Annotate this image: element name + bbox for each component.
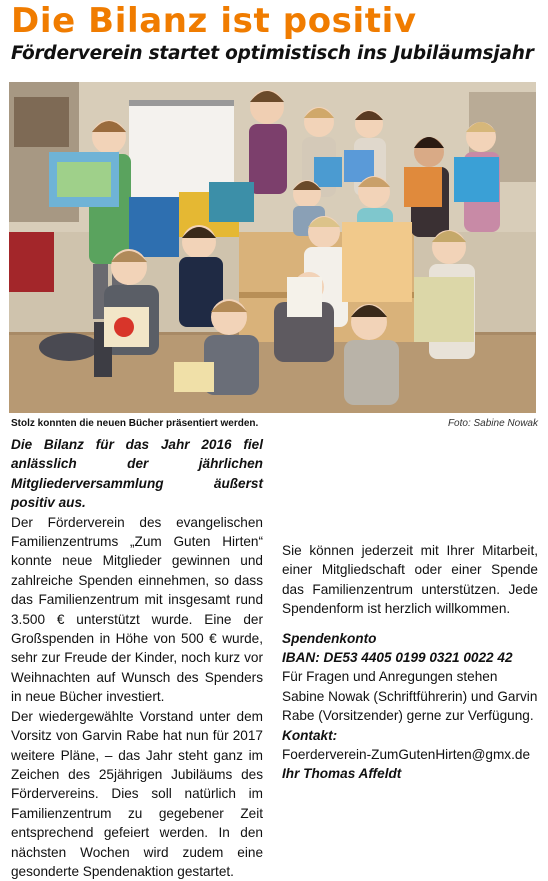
contact-text: Für Fragen und Anregungen stehen Sabine Nowak (Schriftführerin) und Garvin Rabe (Vorsitzender) gerne zur Verfügung. [282, 669, 538, 724]
paragraph-2: Der wiedergewählte Vorstand unter dem Vorsitz von Garvin Rabe hat nun für 2017 weitere Pläne, – das Jahr steht ganz im Zeichen des 25jährigen Jubiläums des Fördervereins. Dies soll natürlich im Familienzentrum zu gegebener Zeit entsprechend gefeiert werden. In den nächsten Wochen wird zudem eine gesonderte Spendenaktion gestartet. [11, 708, 263, 879]
lead-paragraph: Die Bilanz für das Jahr 2016 fiel anlässlich der jährlichen Mitgliederversammlung äußerst positiv aus. [11, 437, 263, 511]
subheadline: Förderverein startet optimistisch ins Jubiläumsjahr [11, 43, 534, 64]
photo-credit: Foto: Sabine Nowak [447, 418, 538, 429]
photo-caption: Stolz konnten die neuen Bücher präsentiert werden. [11, 418, 259, 429]
spendenkonto-label: Spendenkonto [282, 630, 377, 646]
kontakt-label: Kontakt: [282, 727, 338, 743]
group-photo [9, 82, 536, 413]
photo-caption-row [11, 417, 538, 431]
paragraph-1: Der Förderverein des evangelischen Familienzentrums „Zum Guten Hirten“ konnte neue Mitglieder gewinnen und zahlreiche Spenden einnehmen, so dass das Familienzentrum mit insgesamt rund 3.500 € unterstützt wurde. Eine der Großspenden in Höhe von 500 € wurde, sehr zur Freude der Kinder, noch kurz vor Weihnachten auf Wunsch des Spenders in neue Bücher investiert. [11, 514, 263, 705]
signoff: Ihr Thomas Affeldt [282, 766, 402, 782]
column-left [11, 435, 263, 881]
column-right [282, 541, 538, 784]
iban: IBAN: DE53 4405 0199 0321 0022 42 [282, 650, 513, 666]
email-link[interactable]: Foerderverein-ZumGutenHirten@gmx.de [282, 747, 531, 763]
paragraph-3: Sie können jederzeit mit Ihrer Mitarbeit, einer Mitgliedschaft oder einer Spende das Familienzentrum unterstützen. Jede Spendenform ist herzlich willkommen. [282, 543, 538, 617]
headline: Die Bilanz ist positiv [11, 1, 417, 41]
